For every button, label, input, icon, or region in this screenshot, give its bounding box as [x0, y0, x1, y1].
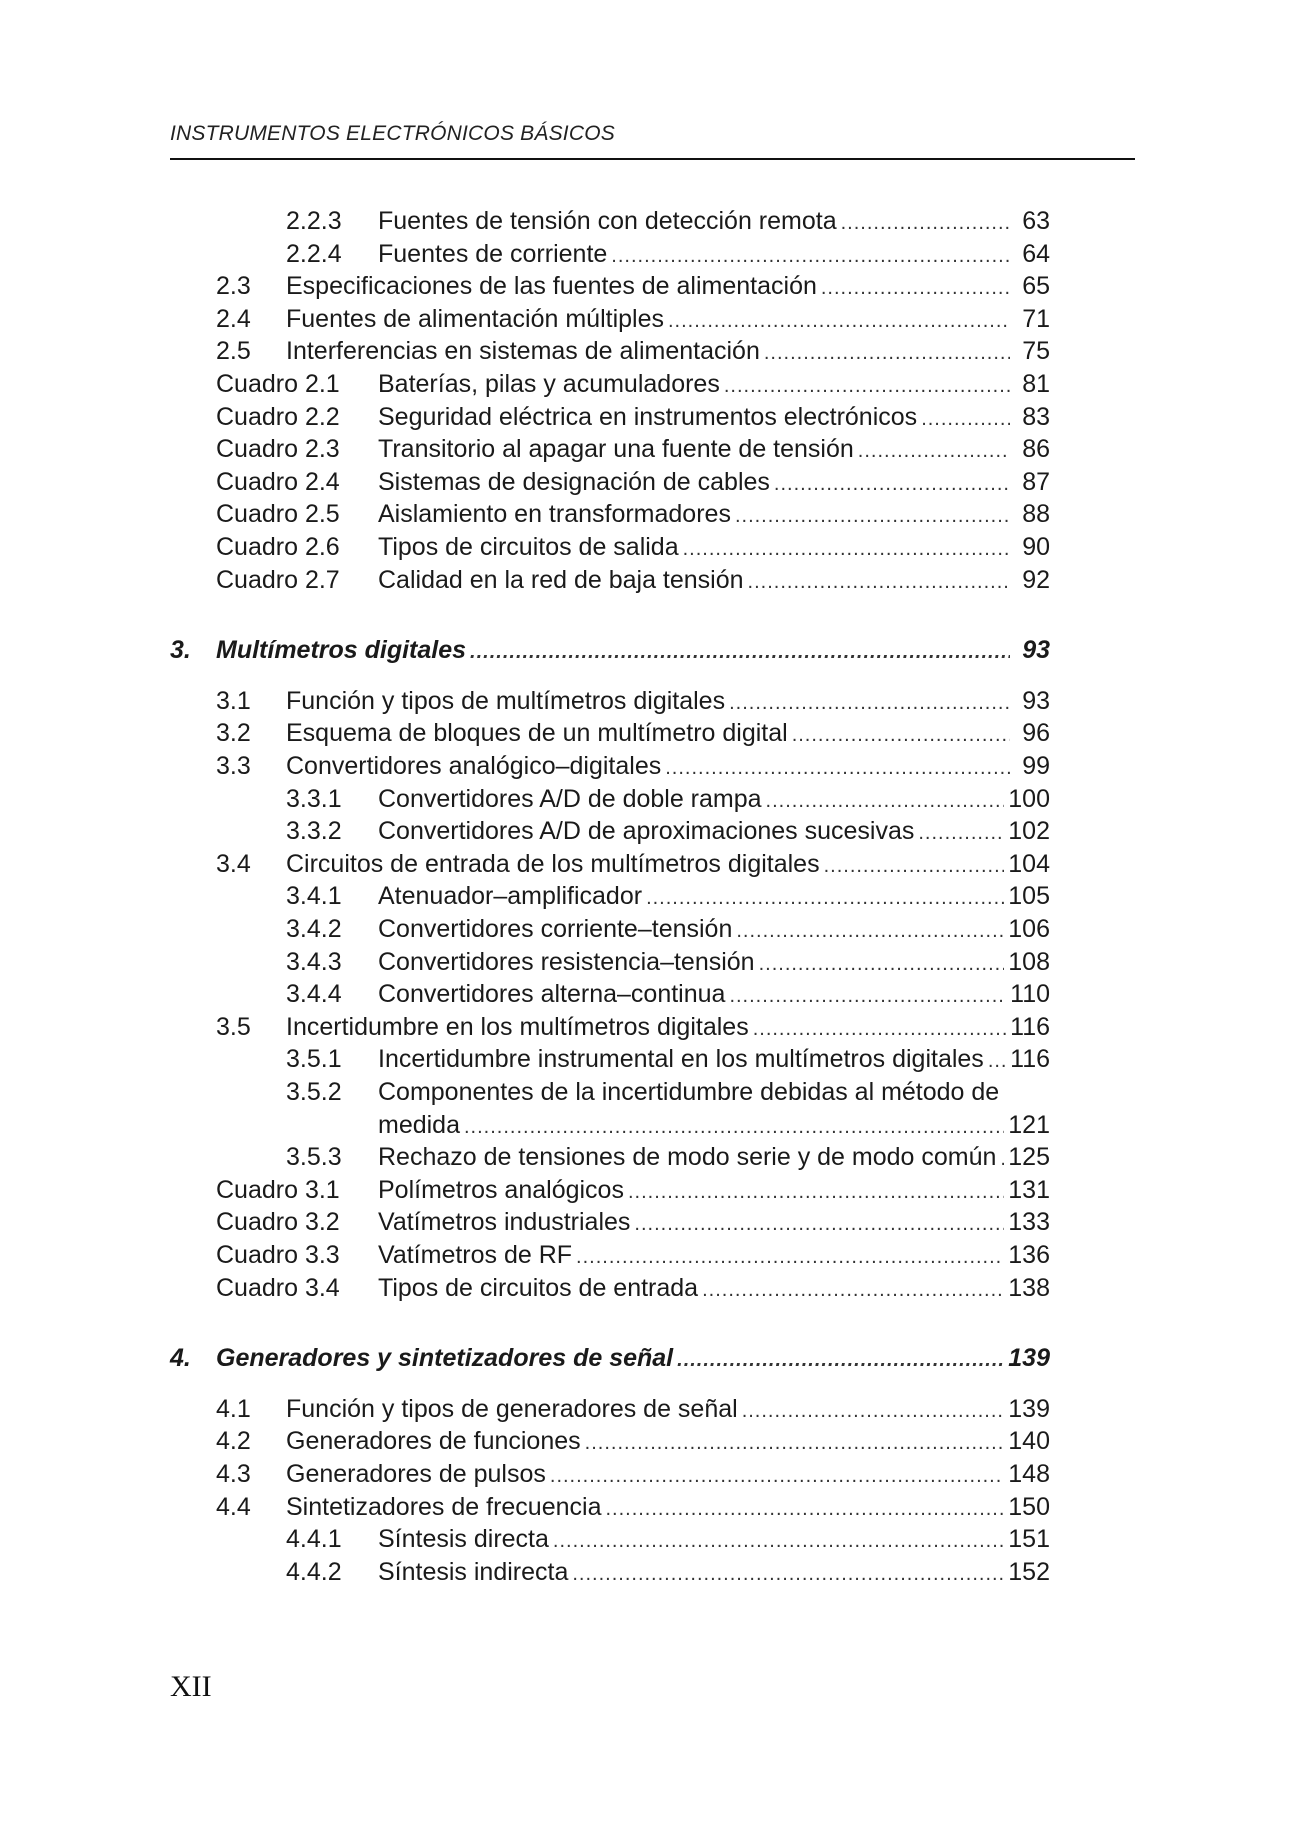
dot-leader	[824, 851, 1005, 881]
toc-entry-title: Calidad en la red de baja tensión	[378, 565, 744, 594]
toc-entry-title: Sistemas de designación de cables	[378, 467, 770, 496]
toc-entry-number: 2.3	[216, 272, 251, 301]
toc-entry-title: Generadores de pulsos	[286, 1460, 546, 1488]
toc-entry-number: 3.3	[216, 752, 251, 780]
dot-leader	[729, 981, 1006, 1011]
toc-entry-row	[378, 1110, 1050, 1140]
dot-leader	[605, 1494, 1004, 1524]
toc-entry-number: 2.2.3	[286, 207, 342, 235]
toc-entry-title: Tipos de circuitos de entrada	[378, 1273, 699, 1302]
dot-leader	[921, 404, 1010, 434]
toc-entry-title: Esquema de bloques de un multímetro digital	[286, 719, 788, 748]
toc-entry-page: 65	[1022, 272, 1050, 301]
toc-entry-page: 93	[1022, 686, 1050, 715]
dot-leader	[774, 469, 1010, 499]
toc-entry-row	[378, 434, 1050, 464]
toc-entry-number: Cuadro 3.1	[216, 1175, 340, 1204]
toc-entry-row	[378, 402, 1050, 432]
toc-entry-number: 3.4	[216, 849, 251, 878]
dot-leader	[918, 818, 1004, 848]
toc-entry-row	[286, 849, 1050, 879]
dot-leader	[735, 501, 1010, 531]
toc-entry-page: 63	[1022, 207, 1050, 235]
toc-entry-page: 99	[1022, 752, 1050, 780]
toc-entry-page: 108	[1008, 947, 1050, 976]
toc-entry-number: Cuadro 2.6	[216, 533, 340, 561]
toc-entry-number: 4.	[170, 1344, 191, 1373]
dot-leader	[766, 786, 1005, 816]
toc-entry-row	[286, 751, 1050, 781]
dot-leader	[576, 1242, 1004, 1272]
toc-entry-title: Incertidumbre en los multímetros digitales	[286, 1012, 749, 1041]
toc-entry-title: Fuentes de corriente	[378, 239, 608, 268]
toc-entry-row	[378, 1207, 1050, 1237]
toc-entry-row	[286, 1459, 1050, 1489]
toc-entry-page: 140	[1008, 1427, 1050, 1456]
dot-leader	[585, 1428, 1005, 1458]
toc-entry-title: Multímetros digitales	[216, 636, 467, 665]
toc-entry-page: 116	[1010, 1012, 1050, 1041]
dot-leader	[753, 1014, 1006, 1044]
toc-entry-row	[378, 1557, 1050, 1587]
dot-leader	[724, 371, 1010, 401]
toc-entry-row	[378, 979, 1050, 1009]
toc-entry-number: 3.5.2	[286, 1078, 342, 1106]
dot-leader	[628, 1177, 1004, 1207]
toc-entry-title: Componentes de la incertidumbre debidas al método de	[378, 1078, 1000, 1106]
toc-entry-page: 100	[1008, 784, 1050, 813]
toc-entry-row	[286, 1394, 1050, 1424]
toc-entry-title: Convertidores corriente–tensión	[378, 915, 733, 943]
toc-entry-title: Fuentes de alimentación múltiples	[286, 304, 664, 333]
toc-entry-title: Convertidores A/D de doble rampa	[378, 784, 762, 813]
toc-entry-page: 125	[1008, 1143, 1050, 1172]
toc-entry-title: Transitorio al apagar una fuente de tensión	[378, 435, 854, 464]
dot-leader	[634, 1209, 1004, 1239]
toc-entry-number: 3.4.4	[286, 980, 342, 1009]
toc-entry-page: 152	[1008, 1557, 1050, 1586]
dot-leader	[821, 273, 1010, 303]
page-folio: XII	[170, 1670, 212, 1703]
toc-entry-title: Baterías, pilas y acumuladores	[378, 370, 720, 398]
dot-leader	[646, 883, 1004, 913]
toc-entry-number: Cuadro 2.2	[216, 402, 340, 431]
dot-leader	[665, 753, 1010, 783]
toc-entry-page: 102	[1008, 817, 1050, 846]
toc-entry-number: Cuadro 3.3	[216, 1241, 340, 1269]
toc-entry-row	[378, 881, 1050, 911]
toc-entry-title: Fuentes de tensión con detección remota	[378, 207, 837, 235]
toc-entry-title: Incertidumbre instrumental en los multímetros digitales	[378, 1045, 984, 1074]
toc-entry-page: 151	[1008, 1525, 1050, 1554]
toc-entry-page: 104	[1008, 849, 1050, 878]
dot-leader	[742, 1396, 1005, 1426]
toc-entry-title: Especificaciones de las fuentes de alimentación	[286, 272, 817, 301]
toc-entry-number: Cuadro 3.2	[216, 1208, 340, 1237]
dot-leader	[736, 916, 1004, 946]
toc-entry-page: 136	[1008, 1241, 1050, 1269]
toc-entry-title: Generadores y sintetizadores de señal	[216, 1344, 674, 1373]
dot-leader	[611, 241, 1010, 271]
toc-entry-title: Rechazo de tensiones de modo serie y de modo común	[378, 1143, 997, 1172]
toc-entry-number: Cuadro 2.1	[216, 370, 340, 398]
toc-entry-number: 3.3.1	[286, 784, 342, 813]
dot-leader	[668, 306, 1010, 336]
dot-leader	[764, 338, 1010, 368]
toc-entry-title: Vatímetros industriales	[378, 1208, 631, 1237]
toc-entry-title: Función y tipos de multímetros digitales	[286, 686, 726, 715]
toc-entry-page: 81	[1022, 370, 1050, 398]
toc-entry-number: 4.4	[216, 1492, 251, 1521]
toc-entry-title: Tipos de circuitos de salida	[378, 533, 679, 561]
toc-entry-title: Polímetros analógicos	[378, 1175, 624, 1204]
toc-entry-title: Vatímetros de RF	[378, 1241, 573, 1269]
toc-entry-number: 2.4	[216, 304, 251, 333]
toc-entry-number: 2.5	[216, 337, 251, 366]
toc-entry-row	[378, 1044, 1050, 1074]
dot-leader	[572, 1559, 1004, 1589]
toc-entry-number: 2.2.4	[286, 239, 342, 268]
toc-entry-number: 3.4.1	[286, 882, 342, 911]
toc-entry-row	[286, 336, 1050, 366]
toc-entry-number: 3.5.1	[286, 1045, 342, 1074]
dot-leader	[841, 208, 1010, 238]
toc-entry-number: 4.2	[216, 1427, 251, 1456]
dot-leader	[748, 567, 1010, 597]
toc-entry-row	[286, 686, 1050, 716]
toc-entry-page: 133	[1008, 1208, 1050, 1237]
toc-entry-number: 3.5.3	[286, 1143, 342, 1172]
toc-entry-title: Atenuador–amplificador	[378, 882, 643, 911]
toc-entry-page: 87	[1022, 467, 1050, 496]
toc-entry-row	[378, 816, 1050, 846]
toc-entry-page: 148	[1008, 1460, 1050, 1488]
dot-leader	[988, 1046, 1006, 1076]
toc-entry-title: Función y tipos de generadores de señal	[286, 1394, 738, 1423]
dot-leader	[702, 1275, 1004, 1305]
toc-entry-page: 116	[1010, 1045, 1050, 1074]
dot-leader	[553, 1526, 1004, 1556]
toc-entry-number: Cuadro 2.5	[216, 500, 340, 529]
toc-entry-row	[378, 565, 1050, 595]
toc-entry-title: Generadores de funciones	[286, 1427, 581, 1456]
toc-entry-title: Convertidores analógico–digitales	[286, 752, 662, 780]
toc-entry-row	[286, 1492, 1050, 1522]
toc-entry-row	[378, 784, 1050, 814]
dot-leader	[464, 1112, 1004, 1142]
toc-entry-number: Cuadro 2.7	[216, 565, 340, 594]
toc-entry-number: 4.1	[216, 1394, 251, 1423]
toc-entry-page: 75	[1022, 337, 1050, 366]
toc-entry-title: Aislamiento en transformadores	[378, 500, 731, 529]
toc-entry-page: 83	[1022, 402, 1050, 431]
toc-chapter-row	[216, 635, 1050, 665]
toc-entry-row	[378, 1240, 1050, 1270]
toc-entry-page: 150	[1008, 1492, 1050, 1521]
toc-entry-row	[378, 239, 1050, 269]
toc-entry-row	[378, 532, 1050, 562]
toc-entry-page: 71	[1022, 304, 1050, 333]
toc-entry-number: Cuadro 2.4	[216, 467, 340, 496]
toc-entry-number: 3.1	[216, 686, 251, 715]
dot-leader	[792, 720, 1010, 750]
toc-entry-title-continuation: medida	[378, 1110, 460, 1139]
dot-leader	[677, 1345, 1004, 1375]
toc-entry-row	[286, 718, 1050, 748]
toc-entry-number: 3.3.2	[286, 817, 342, 846]
toc-entry-number: Cuadro 2.3	[216, 435, 340, 464]
toc-entry-page: 64	[1022, 239, 1050, 268]
toc-entry-row	[286, 271, 1050, 301]
toc-entry-number: 4.3	[216, 1460, 251, 1488]
dot-leader	[550, 1461, 1004, 1491]
toc-entry-page: 88	[1022, 500, 1050, 529]
toc-entry-row	[378, 206, 1050, 236]
toc-entry-row	[378, 1142, 1050, 1172]
toc-entry-page: 86	[1022, 435, 1050, 464]
dot-leader	[470, 637, 1010, 667]
toc-chapter-row	[216, 1343, 1050, 1373]
toc-entry-page: 93	[1022, 636, 1050, 665]
toc-entry-title: Circuitos de entrada de los multímetros digitales	[286, 849, 820, 878]
toc-entry-title: Síntesis indirecta	[378, 1557, 569, 1586]
running-head: INSTRUMENTOS ELECTRÓNICOS BÁSICOS	[170, 122, 615, 145]
toc-entry-row	[378, 467, 1050, 497]
toc-entry-title: Convertidores A/D de aproximaciones sucesivas	[378, 817, 915, 846]
toc-entry-row	[378, 1524, 1050, 1554]
toc-entry-row	[286, 304, 1050, 334]
dot-leader	[683, 534, 1010, 564]
toc-entry-page: 110	[1010, 980, 1050, 1009]
dot-leader	[1000, 1144, 1004, 1174]
toc-entry-title: Interferencias en sistemas de alimentación	[286, 337, 760, 366]
toc-entry-row	[378, 947, 1050, 977]
toc-entry-title: Seguridad eléctrica en instrumentos electrónicos	[378, 402, 918, 431]
toc-entry-row	[286, 1426, 1050, 1456]
toc-entry-page: 139	[1008, 1394, 1050, 1423]
toc-entry-number: 4.4.2	[286, 1557, 342, 1586]
dot-leader	[858, 436, 1010, 466]
toc-entry-row	[378, 369, 1050, 399]
toc-entry-page: 92	[1022, 565, 1050, 594]
toc-entry-page: 121	[1008, 1110, 1050, 1139]
toc-entry-row	[286, 1012, 1050, 1042]
toc-entry-title: Sintetizadores de frecuencia	[286, 1492, 602, 1521]
toc-entry-title: Convertidores alterna–continua	[378, 980, 726, 1009]
dot-leader	[729, 688, 1010, 718]
toc-entry-row	[378, 1273, 1050, 1303]
toc-entry-page: 106	[1008, 915, 1050, 943]
header-rule	[170, 158, 1135, 160]
toc-entry-number: 3.5	[216, 1012, 251, 1041]
toc-entry-row	[378, 1175, 1050, 1205]
toc-entry-title: Síntesis directa	[378, 1525, 549, 1554]
toc-entry-title: Convertidores resistencia–tensión	[378, 947, 755, 976]
toc-entry-row	[378, 499, 1050, 529]
toc-entry-page: 90	[1022, 533, 1050, 561]
toc-entry-row	[378, 914, 1050, 944]
toc-entry-page: 96	[1022, 719, 1050, 748]
toc-entry-page: 105	[1008, 882, 1050, 911]
toc-entry-page: 139	[1008, 1344, 1050, 1373]
toc-entry-page: 138	[1008, 1273, 1050, 1302]
toc-entry-number: 3.4.2	[286, 915, 342, 943]
toc-entry-page: 131	[1008, 1175, 1050, 1204]
toc-entry-number: 3.	[170, 636, 191, 665]
toc-entry-number: 4.4.1	[286, 1525, 342, 1554]
toc-entry-number: 3.4.3	[286, 947, 342, 976]
dot-leader	[759, 949, 1005, 979]
toc-entry-number: 3.2	[216, 719, 251, 748]
toc-entry-number: Cuadro 3.4	[216, 1273, 340, 1302]
